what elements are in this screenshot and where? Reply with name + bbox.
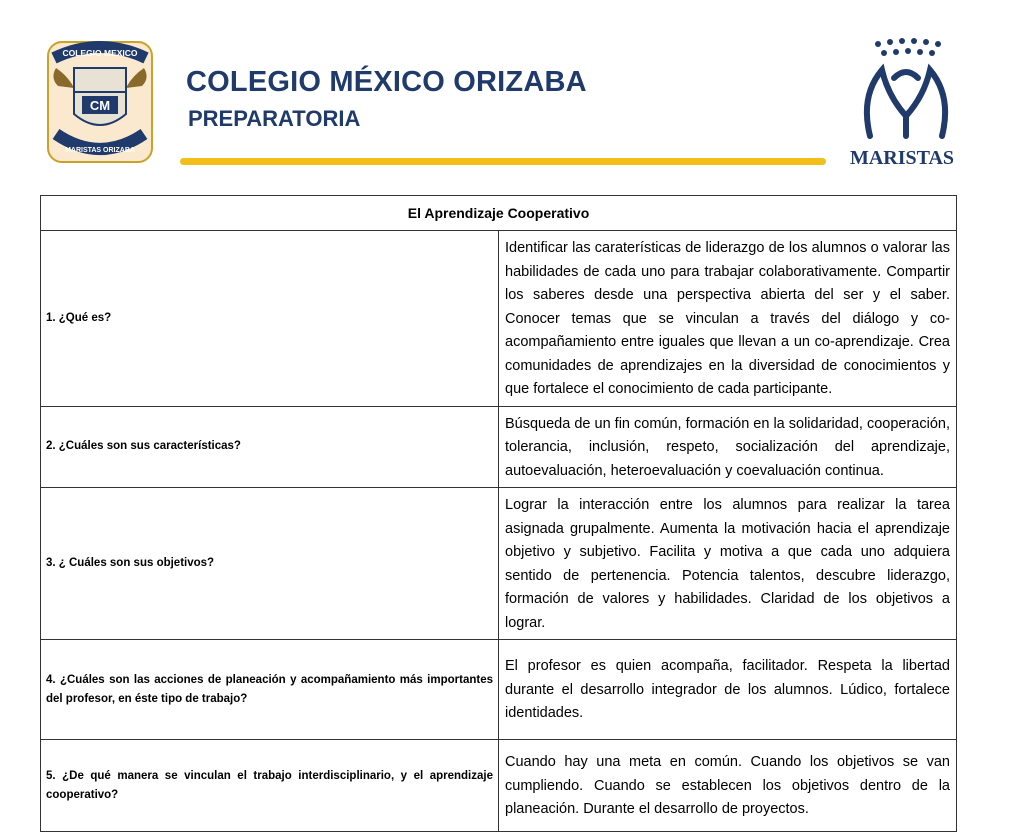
accent-divider-bar [180,158,826,165]
colegio-mexico-crest-logo [44,38,156,166]
school-subtitle: PREPARATORIA [188,106,361,131]
table-row [41,488,957,640]
maristas-logo [840,36,970,172]
table-row [41,406,957,488]
question-cell: 5. ¿De qué manera se vinculan el trabajo interdisciplinario, y el aprendizaje cooperativo? [41,740,499,832]
school-title: COLEGIO MÉXICO ORIZABA [186,66,587,98]
table-header: El Aprendizaje Cooperativo [41,196,957,231]
table-row [41,740,957,832]
question-cell: 2. ¿Cuáles son sus características? [41,406,499,488]
crest-top-text: COLEGIO MEXICO [62,48,138,58]
table-row [41,231,957,407]
answer-cell: Cuando hay una meta en común. Cuando los objetivos se van cumpliendo. Cuando se establecen los objetivos dentro de la planeación. Durante el desarrollo de proyectos. [499,740,957,832]
crest-center-text: CM [89,98,111,113]
crest-bottom-text: MARISTAS ORIZABA [65,147,135,154]
question-cell: 4. ¿Cuáles son las acciones de planeación y acompañamiento más importantes del profesor, en éste tipo de trabajo? [41,640,499,740]
answer-cell: Lograr la interacción entre los alumnos para realizar la tarea asignada grupalmente. Aumenta la motivación hacia el aprendizaje objetivo y subjetivo. Facilita y motiva a que cada uno adquiera sentido de pertenencia. Potencia talentos, descubre liderazgo, formación de valores y habilidades. Claridad de los objetivos a lograr. [499,488,957,640]
question-cell: 3. ¿ Cuáles son sus objetivos? [41,488,499,640]
answer-cell: Identificar las caraterísticas de liderazgo de los alumnos o valorar las habilidades de cada uno para trabajar colaborativamente. Compartir los saberes desde una perspectiva abierta del ser y el saber. Conocer temas que se vinculan a través del diálogo y co-acompañamiento entre iguales que llevan a un co-aprendizaje. Crea comunidades de aprendizajes en la diversidad de conocimientos y que fortalece el conocimiento de cada participante. [499,231,957,407]
question-cell: 1. ¿Qué es? [41,231,499,407]
table-row [41,640,957,740]
answer-cell: El profesor es quien acompaña, facilitador. Respeta la libertad durante el desarrollo integrador de los alumnos. Lúdico, fortalece identidades. [499,640,957,740]
table-header-row [41,196,957,231]
cooperative-learning-table [40,195,957,832]
maristas-logo-text: MARISTAS [849,147,955,169]
answer-cell: Búsqueda de un fin común, formación en la solidaridad, cooperación, tolerancia, inclusión, respeto, socialización del aprendizaje, autoevaluación, heteroevaluación y coevaluación continua. [499,406,957,488]
